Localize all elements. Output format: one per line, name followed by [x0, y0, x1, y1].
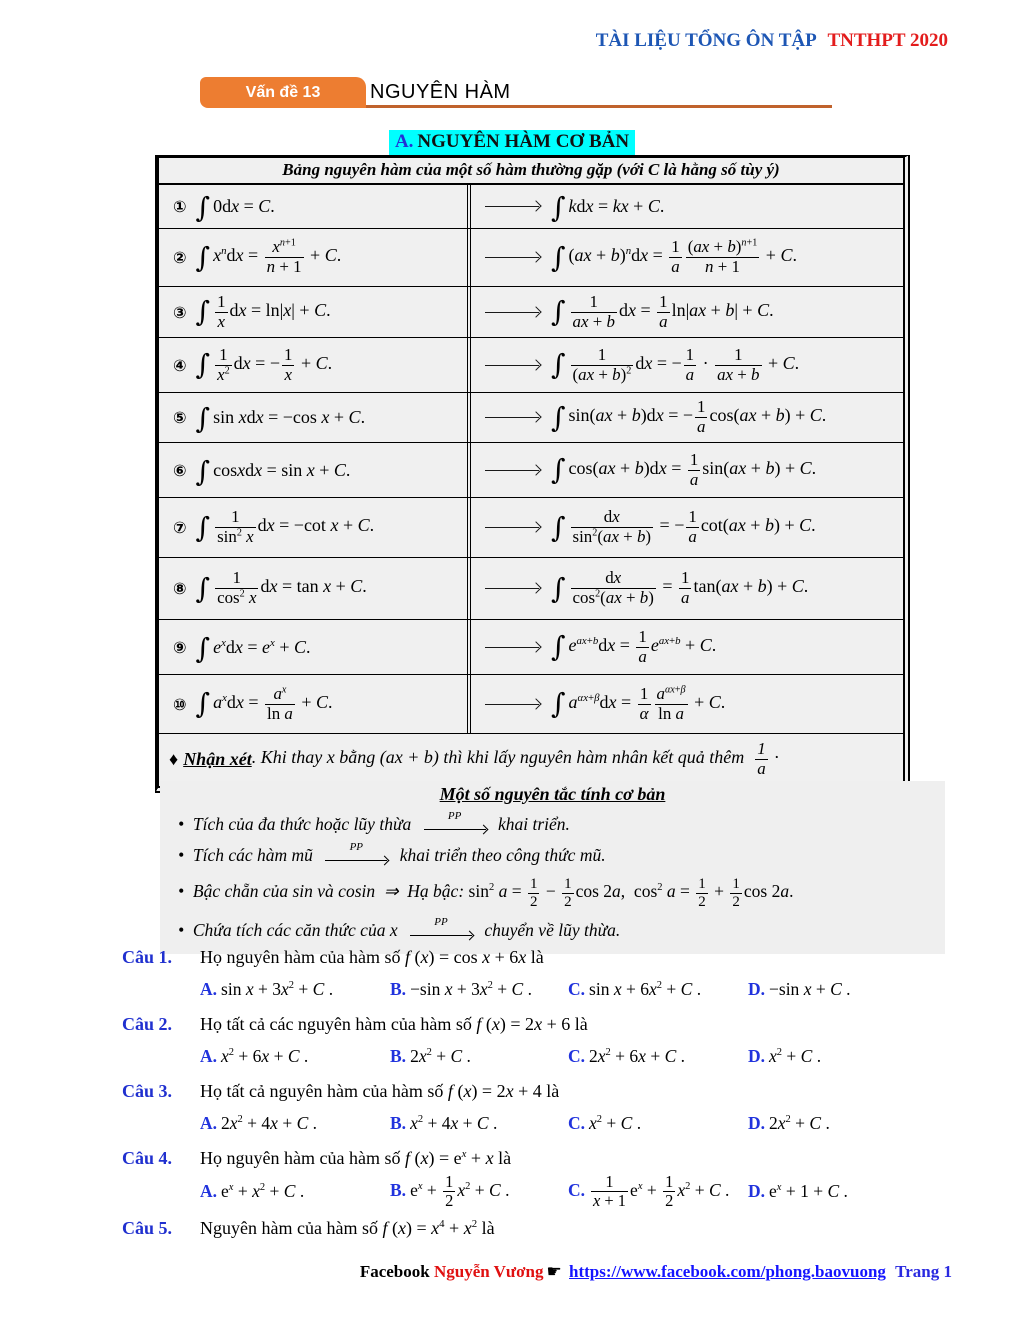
option-a: [200, 1113, 390, 1134]
extended-formula: ∫ $\frac{dx}{\cos^2(ax + b)}$ = $\frac{1}{a}$ tan(ax + b) + C.: [551, 568, 809, 607]
table-caption: Bảng nguyên hàm của một số hàm thường gặp (với C là hằng số tùy ý): [159, 158, 903, 185]
question-line: [122, 1143, 964, 1173]
question-stem: Họ nguyên hàm của hàm số f $(x) = e^x + x$ là: [200, 1148, 512, 1168]
formula-row: [159, 229, 903, 287]
maps-to-arrow-icon: [485, 417, 539, 418]
basic-formula: ∫ $x^ndx$ = $\frac{x^{n+1}}{n + 1}$ + C.: [195, 237, 342, 276]
topic-title: NGUYÊN HÀM: [370, 81, 511, 103]
principles-list: [172, 809, 933, 946]
option-a-text: $e^x + x^2 + C$ .: [221, 1181, 305, 1202]
basic-formula-cell: [159, 393, 471, 442]
formula-row: [159, 558, 903, 620]
question-stem: Họ tất cả nguyên hàm của hàm số f (x) = 2x + 4 là: [200, 1081, 560, 1101]
question-number: Câu 4.: [122, 1148, 173, 1168]
topic-badge: Vấn đề 13: [200, 77, 366, 108]
option-d: [748, 1113, 964, 1134]
principles-title: Một số nguyên tắc tính cơ bản: [439, 784, 666, 804]
formula-row: [159, 393, 903, 443]
maps-to-arrow-icon: [485, 527, 539, 528]
option-d: [748, 1046, 964, 1067]
formula-row: [159, 443, 903, 498]
option-b: [390, 979, 568, 1000]
question-number: Câu 1.: [122, 947, 173, 967]
question-block: [122, 1076, 964, 1140]
extended-formula-cell: [471, 498, 903, 557]
page-footer: [0, 1262, 952, 1282]
option-b-text: $e^x$ + $\frac{1}{2}$ $x^2 + C$ .: [410, 1172, 510, 1211]
option-b-text: −sin $x + 3x^2 + C$ .: [410, 978, 532, 999]
option-b-text: $x^2 + 4x + C$ .: [410, 1112, 498, 1133]
row-number: ⑥: [173, 460, 187, 480]
option-a: [200, 1181, 390, 1202]
row-number: ⑧: [173, 579, 187, 598]
maps-to-arrow-icon: [485, 365, 539, 366]
option-b-text: $2x^2 + C$ .: [410, 1045, 471, 1066]
question-line: [122, 1213, 964, 1243]
question-number: Câu 3.: [122, 1081, 173, 1101]
option-d-text: $x^2 + C$ .: [769, 1045, 822, 1066]
extended-formula: ∫ $\frac{1}{(ax + b)^2}$ dx = − $\frac{1}{a}$ · $\frac{1}{ax + b}$ + C.: [551, 344, 800, 384]
maps-to-arrow-icon: [485, 647, 539, 648]
extended-formula: ∫ sin(ax + b)dx = − $\frac{1}{a}$ cos(ax + b) + C.: [551, 397, 827, 436]
basic-formula-cell: [159, 498, 471, 557]
basic-formula: ∫ cosxdx = sin x + C.: [195, 454, 351, 488]
principle-item: • Tích các hàm mũ PP khai triển theo công thức mũ.: [178, 841, 606, 865]
option-b: [390, 1046, 568, 1067]
formula-row: [159, 498, 903, 558]
extended-formula: ∫ cos(ax + b)dx = $\frac{1}{a}$ sin(ax + b) + C.: [551, 449, 817, 489]
basic-formula-cell: [159, 558, 471, 619]
option-a: [200, 1046, 390, 1067]
option-c-letter: C.: [568, 1112, 586, 1133]
extended-formula-cell: [471, 675, 903, 733]
option-b-letter: B.: [390, 1112, 407, 1133]
row-number: ③: [173, 302, 187, 322]
extended-formula-cell: [471, 393, 903, 442]
note-text: . Khi thay x bằng (ax + b) thì khi lấy nguyên hàm nhân kết quả thêm $\frac{1}{a}$ ·: [251, 739, 779, 778]
option-a-letter: A.: [200, 1045, 218, 1066]
maps-to-arrow-icon: [485, 312, 539, 313]
table-note: [159, 734, 903, 786]
section-a-heading: [0, 130, 1024, 155]
answer-options: [200, 972, 964, 1006]
question-block: [122, 942, 964, 1006]
basic-formula-cell: [159, 675, 471, 733]
extended-formula: ∫ (ax + b)$^n$dx = $\frac{1}{a}$ $\frac{(ax + b)^{n+1}}{n + 1}$ + C.: [551, 237, 797, 276]
maps-to-arrow-icon: [485, 470, 539, 471]
page-number: Trang 1: [895, 1262, 952, 1281]
row-number: ①: [173, 197, 187, 216]
extended-formula: ∫ $\frac{dx}{\sin^2(ax + b)}$ = − $\frac{1}{a}$ cot(ax + b) + C.: [551, 507, 816, 546]
diamond-icon: ♦: [169, 748, 179, 769]
principles-panel: [160, 781, 945, 954]
option-d-letter: D.: [748, 1112, 766, 1133]
integral-table: [155, 155, 910, 793]
basic-formula-cell: [159, 229, 471, 286]
row-number: ⑤: [173, 408, 187, 427]
basic-formula: ∫ $a^xdx$ = $\frac{a^x}{\text{ln a}}$ + C.: [195, 683, 333, 723]
option-b: [390, 1173, 568, 1210]
question-number: Câu 5.: [122, 1218, 173, 1239]
option-a: [200, 979, 390, 1000]
option-a-text: $\sin x + 3x^2 + C$ .: [221, 978, 334, 999]
extended-formula-cell: [471, 287, 903, 337]
option-d-letter: D.: [748, 978, 766, 999]
question-line: [122, 1009, 964, 1039]
basic-formula: ∫ sin xdx = −cos x + C.: [195, 402, 366, 436]
option-b-letter: B.: [390, 978, 407, 999]
document-year: TNTHPT 2020: [827, 30, 948, 51]
formula-row: [159, 185, 903, 229]
extended-formula: ∫ kdx = kx + C.: [551, 191, 665, 225]
option-b-letter: B.: [390, 1179, 407, 1200]
option-b-letter: B.: [390, 1045, 407, 1066]
extended-formula-cell: [471, 620, 903, 674]
extended-formula: ∫ $\frac{1}{ax + b}$ dx = $\frac{1}{a}$ ln|ax + b| + C.: [551, 291, 774, 331]
basic-formula-cell: [159, 443, 471, 497]
formula-row: [159, 338, 903, 393]
section-a-label: A.: [394, 131, 414, 152]
extended-formula-cell: [471, 443, 903, 497]
extended-formula-cell: [471, 558, 903, 619]
basic-formula: ∫ $\frac{1}{x^2}$ dx = − $\frac{1}{x}$ + C.: [195, 344, 333, 384]
option-c-letter: C.: [568, 1045, 586, 1066]
row-number: ⑦: [173, 518, 187, 537]
section-a-title: NGUYÊN HÀM CƠ BẢN: [417, 131, 630, 152]
option-b: [390, 1113, 568, 1134]
basic-formula: ∫ $\frac{1}{x}$ dx = ln|x| + C.: [195, 291, 331, 331]
option-a-text: $2x^2 + 4x + C$ .: [221, 1112, 318, 1133]
basic-formula: ∫ $\frac{1}{\sin^2 x}$ dx = −cot x + C.: [195, 507, 375, 546]
option-d-text: −sin x + C .: [769, 978, 851, 999]
extended-formula-cell: [471, 338, 903, 392]
option-c-text: $\sin x + 6x^2 + C$ .: [589, 978, 702, 999]
question-block: [122, 1143, 964, 1210]
author-name: Nguyễn Vương: [433, 1262, 544, 1281]
option-d-letter: D.: [748, 1181, 766, 1202]
answer-options: [200, 1173, 964, 1210]
option-c: [568, 1113, 748, 1134]
maps-to-arrow-icon: [485, 206, 539, 207]
section-a-highlight: [389, 130, 635, 155]
question-stem: Họ nguyên hàm của hàm số f (x) = cos x + 6x là: [200, 947, 544, 967]
maps-to-arrow-icon: [485, 704, 539, 705]
option-d: [748, 979, 964, 1000]
formula-row: [159, 287, 903, 338]
option-a-letter: A.: [200, 978, 218, 999]
document-header: [596, 30, 948, 52]
basic-formula-cell: [159, 185, 471, 228]
option-d-text: $2x^2 + C$ .: [769, 1112, 830, 1133]
option-a-letter: A.: [200, 1181, 218, 1202]
answer-options: [200, 1106, 964, 1140]
row-number: ②: [173, 248, 187, 267]
question-line: [122, 942, 964, 972]
row-number: ④: [173, 355, 187, 375]
option-d-letter: D.: [748, 1045, 766, 1066]
option-c: [568, 1046, 748, 1067]
principle-item: • Bậc chẵn của sin và cosin ⇒ Hạ bậc: $\sin^2 a$ = $\frac{1}{2}$ − $\frac{1}{2}$ cos 2a, $\cos^2 a$ = $\frac{1}{2}$ + $\frac{1}{2}$ cos 2a.: [178, 876, 794, 910]
question-line: [122, 1076, 964, 1106]
basic-formula-cell: [159, 287, 471, 337]
maps-to-arrow-icon: [485, 257, 539, 258]
option-d-text: $e^x + 1 + C$ .: [769, 1181, 848, 1202]
basic-formula-cell: [159, 338, 471, 392]
option-c-text: $\frac{1}{x + 1}$ $e^x$ + $\frac{1}{2}$ $x^2 + C$ .: [593, 1172, 730, 1211]
option-c-letter: C.: [568, 978, 586, 999]
extended-formula: ∫ $e^{ax+b}dx$ = $\frac{1}{a}$ $e^{ax+b} + C$.: [551, 626, 717, 666]
basic-formula: ∫ $e^xdx = e^x + C$.: [195, 631, 311, 665]
question-stem: Nguyên hàm của hàm số f $(x) = x^4 + x^2$ là: [200, 1218, 495, 1239]
maps-to-arrow-icon: [485, 588, 539, 589]
pointing-hand-icon: ☛: [546, 1262, 562, 1281]
extended-formula-cell: [471, 185, 903, 228]
extended-formula-cell: [471, 229, 903, 286]
table-body: [159, 185, 903, 734]
facebook-link[interactable]: https://www.facebook.com/phong.baovuong: [569, 1262, 886, 1281]
basic-formula-cell: [159, 620, 471, 674]
option-c: [568, 1173, 748, 1210]
basic-formula: ∫ 0dx = C.: [195, 191, 275, 225]
note-label: Nhận xét: [183, 748, 252, 769]
principle-item: • Chứa tích các căn thức của x PP chuyển về lũy thừa.: [178, 916, 621, 940]
question-number: Câu 2.: [122, 1014, 173, 1034]
question-stem: Họ tất cả các nguyên hàm của hàm số f (x) = 2x + 6 là: [200, 1014, 588, 1034]
question-list: [122, 942, 964, 1280]
formula-row: [159, 620, 903, 675]
option-c: [568, 979, 748, 1000]
question-block: [122, 1009, 964, 1073]
extended-formula: ∫ $a^{\alpha x+\beta}dx$ = $\frac{1}{\alpha}$ $a^{\alpha x+\beta}$ ln a + C.: [551, 683, 726, 723]
option-d: [748, 1181, 964, 1202]
option-c-text: $x^2 + C$ .: [589, 1112, 642, 1133]
option-c-text: $2x^2 + 6x + C$ .: [589, 1045, 686, 1066]
option-a-text: $x^2 + 6x + C$ .: [221, 1045, 309, 1066]
row-number: ⑩: [173, 694, 187, 714]
topic-title-underline: [366, 77, 832, 108]
option-c-letter: C.: [568, 1179, 586, 1200]
document-title: TÀI LIỆU TỔNG ÔN TẬP: [595, 30, 817, 51]
topic-row: [200, 77, 832, 108]
option-a-letter: A.: [200, 1112, 218, 1133]
principle-item: • Tích của đa thức hoặc lũy thừa PP khai triển.: [178, 810, 570, 834]
formula-row: [159, 675, 903, 734]
row-number: ⑨: [173, 637, 187, 657]
answer-options: [200, 1039, 964, 1073]
basic-formula: ∫ $\frac{1}{\cos^2 x}$ dx = tan x + C.: [195, 568, 367, 607]
facebook-label: Facebook: [359, 1262, 430, 1281]
